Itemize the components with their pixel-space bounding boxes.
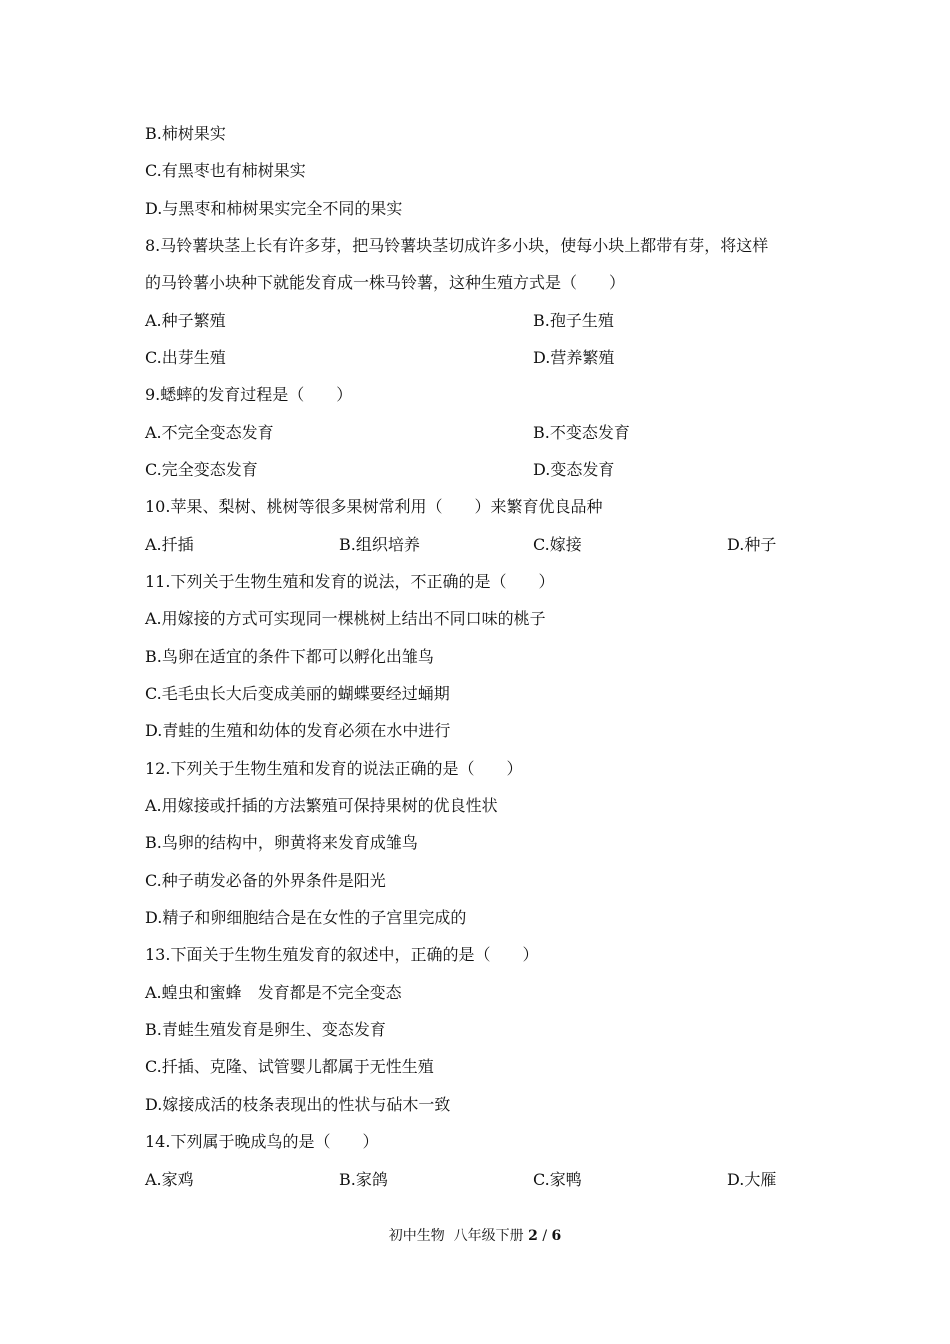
q11-stem: 11.下列关于生物生殖和发育的说法，不正确的是（ ） [145,572,555,591]
footer-page-number: 2 [528,1228,538,1244]
q8-option-c: C.出芽生殖 [145,348,226,367]
q12-option-b: B.鸟卵的结构中，卵黄将来发育成雏鸟 [145,833,418,852]
q9-option-b: B.不变态发育 [533,423,630,442]
q7-option-c: C.有黑枣也有柿树果实 [145,161,306,180]
q12-option-c: C.种子萌发必备的外界条件是阳光 [145,871,386,890]
footer-subject: 初中生物 [388,1228,445,1244]
footer-total-pages: 6 [551,1228,562,1244]
q14-option-a: A.家鸡 [145,1170,194,1189]
q10-option-c: C.嫁接 [533,535,582,554]
q8-option-b: B.孢子生殖 [533,311,614,330]
q14-option-c: C.家鸭 [533,1170,582,1189]
q11-option-d: D.青蛙的生殖和幼体的发育必须在水中进行 [145,721,451,740]
q9-option-d: D.变态发育 [533,460,615,479]
q10-option-d: D.种子 [727,535,777,554]
q11-option-b: B.鸟卵在适宜的条件下都可以孵化出雏鸟 [145,647,434,666]
q14-option-b: B.家鸽 [339,1170,388,1189]
q12-option-a: A.用嫁接或扦插的方法繁殖可保持果树的优良性状 [145,796,498,815]
q13-option-a: A.蝗虫和蜜蜂 发育都是不完全变态 [145,983,402,1002]
q11-option-c: C.毛毛虫长大后变成美丽的蝴蝶要经过蛹期 [145,684,450,703]
q13-option-b: B.青蛙生殖发育是卵生、变态发育 [145,1020,386,1039]
footer-grade: 八年级下册 [453,1228,524,1244]
q11-option-a: A.用嫁接的方式可实现同一棵桃树上结出不同口味的桃子 [145,609,546,628]
q12-option-d: D.精子和卵细胞结合是在女性的子宫里完成的 [145,908,467,927]
q9-option-a: A.不完全变态发育 [145,423,274,442]
q8-stem-line2: 的马铃薯小块种下就能发育成一株马铃薯，这种生殖方式是（ ） [145,273,626,292]
q12-stem: 12.下列关于生物生殖和发育的说法正确的是（ ） [145,759,523,778]
q10-option-a: A.扦插 [145,535,194,554]
q8-option-a: A.种子繁殖 [145,311,226,330]
q13-option-d: D.嫁接成活的枝条表现出的性状与砧木一致 [145,1095,451,1114]
q7-option-d: D.与黑枣和柿树果实完全不同的果实 [145,199,403,218]
q10-stem: 10.苹果、梨树、桃树等很多果树常利用（ ）来繁育优良品种 [145,497,603,516]
q14-option-d: D.大雁 [727,1170,777,1189]
q10-option-b: B.组织培养 [339,535,420,554]
footer-separator: / [542,1228,548,1244]
q7-option-b: B.柿树果实 [145,124,226,143]
q13-stem: 13.下面关于生物生殖发育的叙述中，正确的是（ ） [145,945,539,964]
q8-stem-line1: 8.马铃薯块茎上长有许多芽，把马铃薯块茎切成许多小块，使每小块上都带有芽，将这样 [145,236,769,255]
q8-option-d: D.营养繁殖 [533,348,615,367]
q9-stem: 9.蟋蟀的发育过程是（ ） [145,385,353,404]
q13-option-c: C.扦插、克隆、试管婴儿都属于无性生殖 [145,1057,434,1076]
q14-stem: 14.下列属于晚成鸟的是（ ） [145,1132,379,1151]
q9-option-c: C.完全变态发育 [145,460,258,479]
page-footer [0,1227,950,1245]
